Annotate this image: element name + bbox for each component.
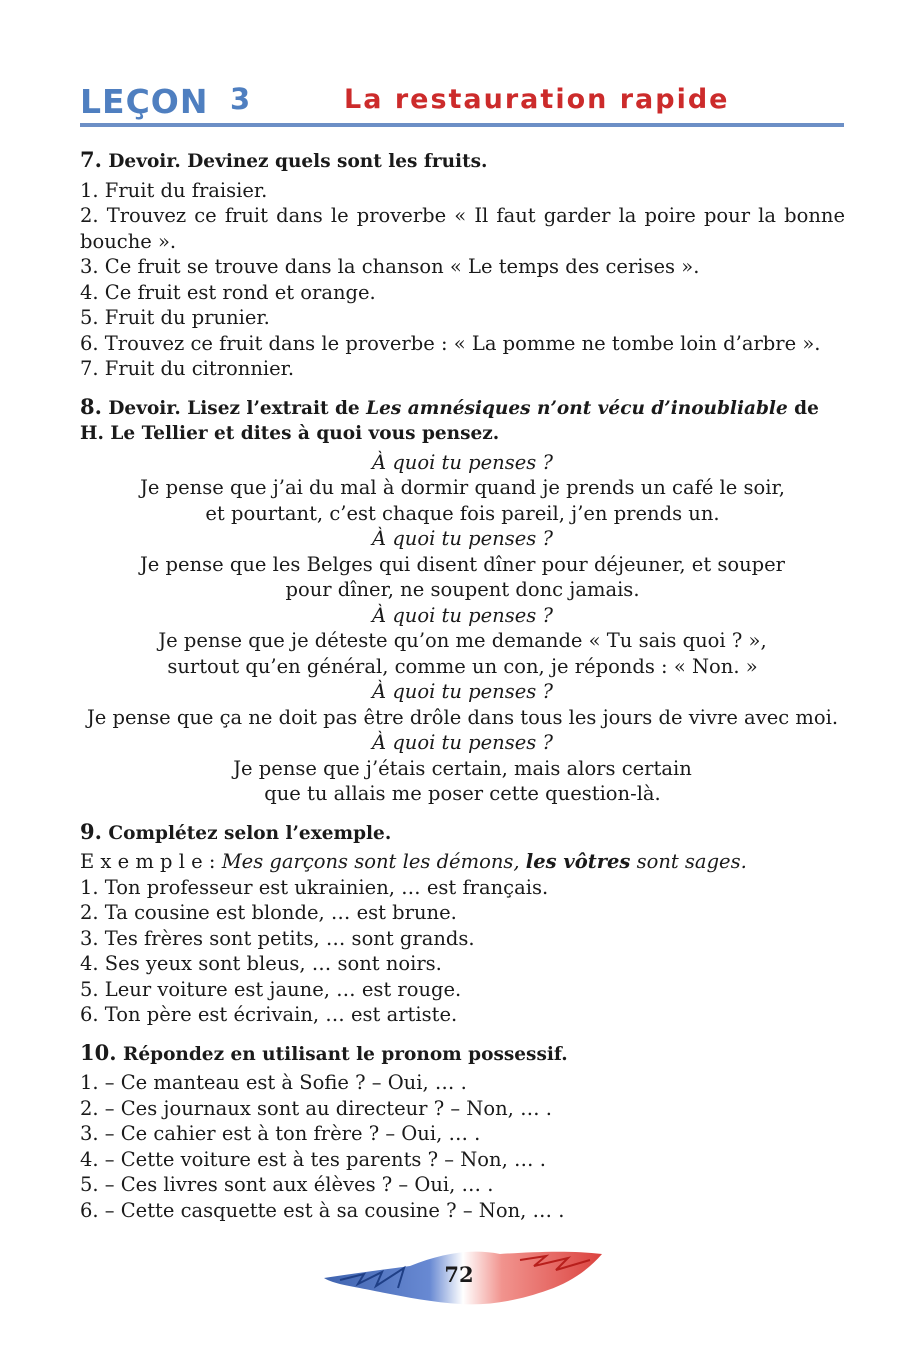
- list-item: 5. – Ces livres sont aux élèves ? – Oui, … .: [80, 1173, 494, 1196]
- list-item: 4. Ce fruit est rond et orange.: [80, 280, 376, 304]
- page-number: 72: [444, 1262, 474, 1287]
- poem-line: Je pense que j’ai du mal à dormir quand je prends un café le soir,: [140, 476, 785, 499]
- poem-line: que tu allais me poser cette question-là.: [264, 782, 661, 805]
- exercise-title: Répondez en utilisant le pronom possessif.: [123, 1043, 568, 1065]
- exercise-8-heading: [80, 394, 845, 447]
- page-content: [80, 147, 845, 1223]
- poem-line: Je pense que je déteste qu’on me demande « Tu sais quoi ? »,: [158, 629, 767, 652]
- list-item: 6. – Cette casquette est à sa cousine ? – Non, … .: [80, 1198, 565, 1222]
- poem-refrain: À quoi tu penses ?: [372, 603, 553, 627]
- exercise-number: 7.: [80, 147, 102, 172]
- list-item: 2. – Ces journaux sont au directeur ? – Non, … .: [80, 1096, 552, 1120]
- list-item: 6. Ton père est écrivain, … est artiste.: [80, 1003, 458, 1026]
- list-item: 3. – Ce cahier est à ton frère ? – Oui, … .: [80, 1122, 481, 1145]
- poem-line: surtout qu’en général, comme un con, je réponds : « Non. »: [167, 654, 758, 678]
- list-item: 2. Ta cousine est blonde, … est brune.: [80, 901, 457, 924]
- exercise-title-pre: Devoir. Lisez l’extrait de: [108, 397, 367, 419]
- example-line: [80, 849, 845, 875]
- exercise-title: Complétez selon l’exemple.: [108, 822, 392, 844]
- list-item: 5. Fruit du prunier.: [80, 306, 270, 329]
- lesson-title: La restauration rapide: [344, 84, 730, 115]
- example-text-pre: Mes garçons sont les démons,: [221, 850, 526, 873]
- poem-refrain: À quoi tu penses ?: [372, 680, 553, 703]
- exercise-title: Devoir. Devinez quels sont les fruits.: [108, 151, 488, 172]
- exercise-number: 9.: [80, 818, 102, 844]
- poem-line: pour dîner, ne soupent donc jamais.: [285, 578, 640, 601]
- exercise-7: [80, 147, 845, 382]
- list-item: 1. – Ce manteau est à Sofie ? – Oui, … .: [80, 1071, 467, 1094]
- exercise-10-heading: [80, 1040, 845, 1068]
- exercise-title-post: de H. Le Tellier et dites à quoi vous pensez.: [80, 397, 819, 444]
- poem-refrain: À quoi tu penses ?: [372, 527, 553, 550]
- list-item: 6. Trouvez ce fruit dans le proverbe : « La pomme ne tombe loin d’arbre ».: [80, 331, 821, 355]
- example-label: E x e m p l e :: [80, 850, 222, 873]
- exercise-7-heading: [80, 147, 845, 175]
- poem-refrain: À quoi tu penses ?: [372, 450, 553, 474]
- exercise-10: [80, 1040, 845, 1224]
- list-item: 3. Ce fruit se trouve dans la chanson « Le temps des cerises ».: [80, 255, 700, 278]
- example-text-post: sont sages.: [630, 850, 747, 873]
- list-item: 4. – Cette voiture est à tes parents ? – Non, … .: [80, 1147, 546, 1171]
- list-item: 1. Ton professeur est ukrainien, … est français.: [80, 875, 549, 899]
- list-item: 4. Ses yeux sont bleus, … sont noirs.: [80, 952, 442, 975]
- poem-excerpt: [80, 450, 845, 807]
- list-item: 2. Trouvez ce fruit dans le proverbe « Il faut garder la poire pour la bonne bouche ».: [80, 204, 845, 253]
- exercise-8: [80, 394, 845, 807]
- header-rule: [80, 123, 844, 127]
- exercise-9: [80, 819, 845, 1028]
- list-item: 3. Tes frères sont petits, … sont grands.: [80, 926, 475, 950]
- poem-line: et pourtant, c’est chaque fois pareil, j’en prends un.: [205, 501, 720, 525]
- list-item: 5. Leur voiture est jaune, … est rouge.: [80, 977, 462, 1001]
- lesson-number: 3: [230, 82, 251, 116]
- exercise-number: 8.: [80, 393, 102, 419]
- poem-line: Je pense que j’étais certain, mais alors certain: [233, 756, 692, 780]
- poem-refrain: À quoi tu penses ?: [372, 731, 553, 754]
- poem-line: Je pense que ça ne doit pas être drôle dans tous les jours de vivre avec moi.: [86, 705, 839, 729]
- exercise-9-heading: [80, 819, 845, 847]
- list-item: 7. Fruit du citronnier.: [80, 357, 295, 380]
- example-answer: les vôtres: [525, 850, 631, 873]
- lesson-label: LEÇON: [80, 82, 209, 121]
- exercise-number: 10.: [80, 1039, 117, 1065]
- list-item: 1. Fruit du fraisier.: [80, 178, 268, 202]
- book-title: Les amnésiques n’ont vécu d’inoubliable: [366, 397, 788, 419]
- poem-line: Je pense que les Belges qui disent dîner pour déjeuner, et souper: [139, 552, 786, 576]
